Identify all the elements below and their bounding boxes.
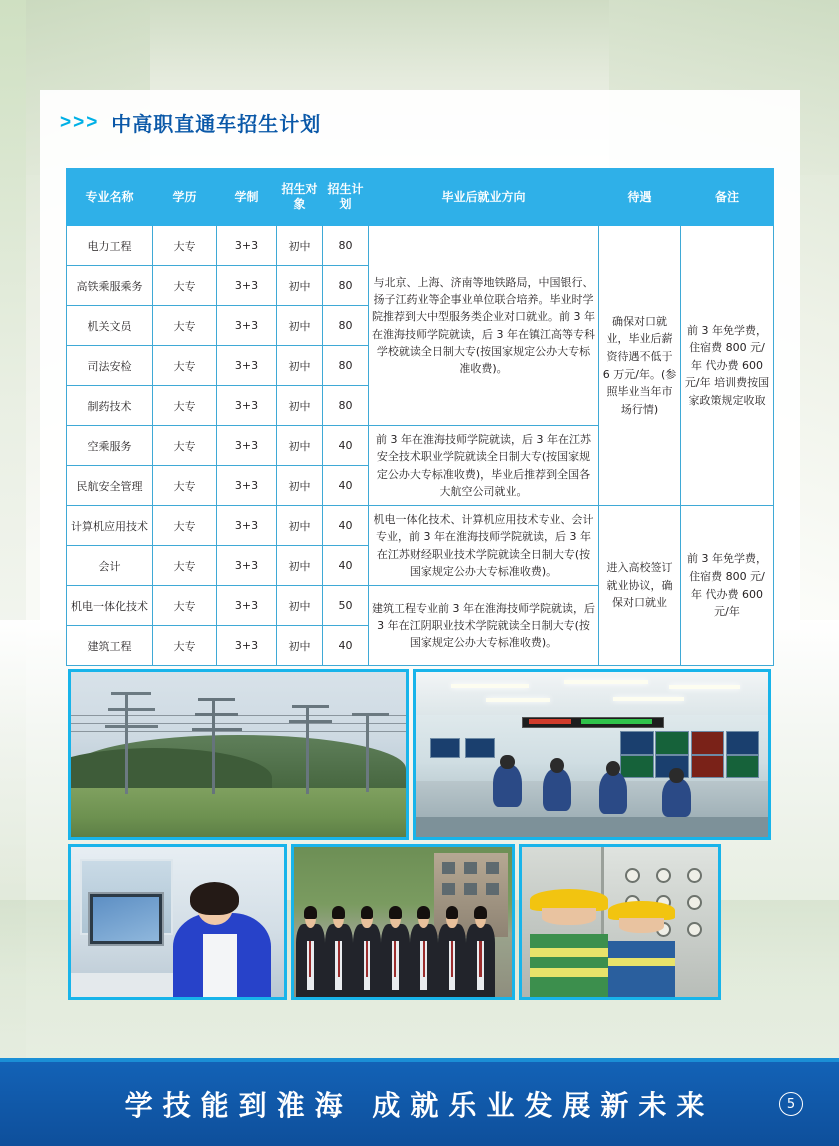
cell-degree: 大专 xyxy=(153,266,217,306)
cell-remarks-1: 前 3 年免学费，住宿费 800 元/年 代办费 600 元/年 培训费按国家政策规定收取 xyxy=(681,226,774,506)
cell-employment-2: 前 3 年在淮海技师学院就读，后 3 年在江苏安全技术职业学院就读全日制大专(按国家规定公办大专标准收费)，毕业后推荐到全国各大航空公司就业。 xyxy=(369,426,599,506)
cell-quota: 80 xyxy=(323,346,369,386)
col-remarks: 备注 xyxy=(681,169,774,226)
photo-electricians-at-panel xyxy=(519,844,721,1000)
cell-major: 计算机应用技术 xyxy=(67,506,153,546)
col-system: 学制 xyxy=(217,169,277,226)
cell-quota: 40 xyxy=(323,426,369,466)
cell-major: 建筑工程 xyxy=(67,626,153,666)
cell-remarks-2: 前 3 年免学费，住宿费 800 元/年 代办费 600 元/年 xyxy=(681,506,774,666)
cell-system: 3+3 xyxy=(217,306,277,346)
table-row xyxy=(67,226,774,266)
cell-quota: 40 xyxy=(323,506,369,546)
photo-collage xyxy=(68,669,771,1000)
cell-target: 初中 xyxy=(277,506,323,546)
cell-degree: 大专 xyxy=(153,506,217,546)
cell-quota: 80 xyxy=(323,386,369,426)
cell-system: 3+3 xyxy=(217,266,277,306)
cell-target: 初中 xyxy=(277,626,323,666)
cell-system: 3+3 xyxy=(217,586,277,626)
col-target: 招生对象 xyxy=(277,169,323,226)
cell-system: 3+3 xyxy=(217,226,277,266)
cell-system: 3+3 xyxy=(217,546,277,586)
admission-plan-table xyxy=(66,168,774,666)
chevron-right-icon: >>> xyxy=(60,111,100,133)
cell-quota: 40 xyxy=(323,626,369,666)
cell-degree: 大专 xyxy=(153,226,217,266)
cell-quota: 40 xyxy=(323,546,369,586)
page-title: 中高职直通车招生计划 xyxy=(111,112,322,136)
cell-target: 初中 xyxy=(277,266,323,306)
cell-quota: 80 xyxy=(323,226,369,266)
cell-system: 3+3 xyxy=(217,426,277,466)
cell-employment-3: 机电一体化技术、计算机应用技术专业、会计专业，前 3 年在淮海技师学院就读，后 3 年在江苏财经职业技术学院就读全日制大专(按国家规定公办大专标准收费)。 xyxy=(369,506,599,586)
cell-major: 制药技术 xyxy=(67,386,153,426)
footer-slogan: 学技能到淮海 成就乐业发展新未来 xyxy=(124,1089,715,1122)
cell-quota: 80 xyxy=(323,306,369,346)
page-footer xyxy=(0,1062,839,1146)
cell-major: 高铁乘服乘务 xyxy=(67,266,153,306)
cell-degree: 大专 xyxy=(153,386,217,426)
cell-degree: 大专 xyxy=(153,586,217,626)
cell-system: 3+3 xyxy=(217,346,277,386)
cell-degree: 大专 xyxy=(153,626,217,666)
cell-target: 初中 xyxy=(277,546,323,586)
admission-plan-table-wrapper xyxy=(66,168,773,666)
cell-major: 会计 xyxy=(67,546,153,586)
cell-major: 机关文员 xyxy=(67,306,153,346)
photo-students-in-suits xyxy=(291,844,515,1000)
cell-degree: 大专 xyxy=(153,466,217,506)
cell-major: 司法安检 xyxy=(67,346,153,386)
cell-quota: 80 xyxy=(323,266,369,306)
col-degree: 学历 xyxy=(153,169,217,226)
photo-woman-at-computer xyxy=(68,844,287,1000)
cell-system: 3+3 xyxy=(217,386,277,426)
col-employment: 毕业后就业方向 xyxy=(369,169,599,226)
cell-system: 3+3 xyxy=(217,466,277,506)
photo-power-transmission-towers xyxy=(68,669,409,840)
cell-employment-1: 与北京、上海、济南等地铁路局，中国银行、扬子江药业等企事业单位联合培养。毕业时学院推荐到大中型服务类企业对口就业。前 3 年在淮海技师学院就读，后 3 年在镇江高等专科学校就读全日制大专(按国家规定公办大专标准收费)。 xyxy=(369,226,599,426)
cell-target: 初中 xyxy=(277,346,323,386)
cell-degree: 大专 xyxy=(153,346,217,386)
cell-system: 3+3 xyxy=(217,506,277,546)
table-header-row xyxy=(67,169,774,226)
cell-degree: 大专 xyxy=(153,546,217,586)
cell-treatment-1: 确保对口就业，毕业后薪资待遇不低于 6 万元/年。(参照毕业当年市场行情) xyxy=(599,226,681,506)
photo-control-room xyxy=(413,669,771,840)
cell-major: 电力工程 xyxy=(67,226,153,266)
cell-major: 空乘服务 xyxy=(67,426,153,466)
table-row xyxy=(67,506,774,546)
cell-target: 初中 xyxy=(277,586,323,626)
cell-target: 初中 xyxy=(277,386,323,426)
cell-treatment-2: 进入高校签订就业协议，确保对口就业 xyxy=(599,506,681,666)
cell-degree: 大专 xyxy=(153,426,217,466)
cell-quota: 40 xyxy=(323,466,369,506)
col-major: 专业名称 xyxy=(67,169,153,226)
cell-target: 初中 xyxy=(277,466,323,506)
cell-degree: 大专 xyxy=(153,306,217,346)
cell-target: 初中 xyxy=(277,426,323,466)
col-quota: 招生计划 xyxy=(323,169,369,226)
cell-quota: 50 xyxy=(323,586,369,626)
cell-system: 3+3 xyxy=(217,626,277,666)
section-heading xyxy=(60,108,321,137)
cell-major: 机电一体化技术 xyxy=(67,586,153,626)
page-number-badge: 5 xyxy=(779,1092,803,1116)
cell-target: 初中 xyxy=(277,306,323,346)
cell-target: 初中 xyxy=(277,226,323,266)
cell-major: 民航安全管理 xyxy=(67,466,153,506)
col-treatment: 待遇 xyxy=(599,169,681,226)
cell-employment-4: 建筑工程专业前 3 年在淮海技师学院就读，后 3 年在江阴职业技术学院就读全日制大专(按国家规定公办大专标准收费)。 xyxy=(369,586,599,666)
